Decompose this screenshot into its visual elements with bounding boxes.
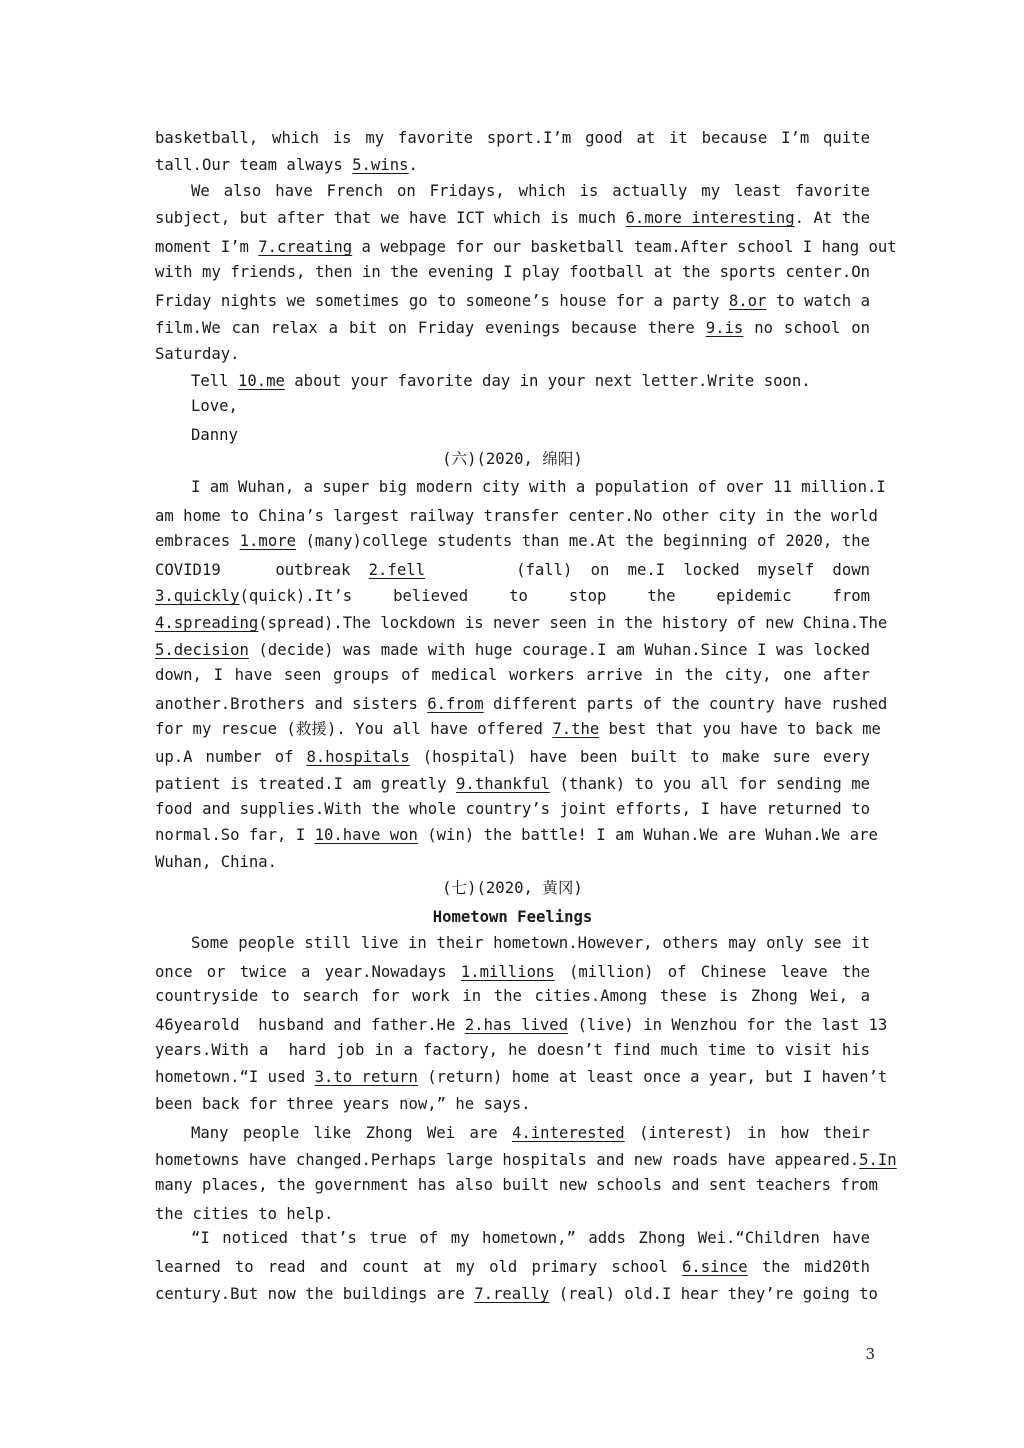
- section-title: [155, 907, 870, 927]
- text-segment: (real) old.I hear they’re going to: [549, 1285, 878, 1303]
- text-segment: embraces: [155, 532, 240, 550]
- text-segment: (thank) to you all for sending me: [549, 775, 870, 793]
- text-line: [155, 852, 870, 872]
- answer-blank: 10.have won: [314, 826, 418, 844]
- text-line: [155, 694, 888, 714]
- text-segment: I am Wuhan, a super big modern city with a population of over 11 million.I: [191, 478, 886, 496]
- text-segment: many places, the government has also built new schools and sent teachers from: [155, 1176, 878, 1194]
- text-segment: a webpage for our basketball team.After school I hang out: [352, 238, 897, 256]
- page-number: 3: [865, 1345, 875, 1363]
- text-segment: film.We can relax a bit on Friday evenings because there: [155, 319, 706, 337]
- text-segment: Many people like Zhong Wei are: [191, 1124, 513, 1142]
- answer-blank: 7.creating: [258, 238, 353, 256]
- answer-blank: 5.wins: [352, 156, 409, 174]
- text-line: [155, 719, 881, 739]
- text-line: [191, 181, 870, 201]
- text-line: [155, 774, 870, 794]
- text-line: [155, 1015, 888, 1035]
- text-line: [155, 1204, 870, 1224]
- text-line: [155, 1175, 878, 1195]
- text-line: [155, 613, 888, 633]
- text-line: [155, 665, 870, 685]
- text-line: [155, 1040, 870, 1060]
- answer-blank: 8.hospitals: [306, 748, 410, 766]
- text-segment: .: [408, 156, 418, 174]
- answer-blank: 5.decision: [155, 641, 249, 659]
- text-segment: (fall) on me.I locked myself down: [425, 561, 870, 579]
- answer-blank: 10.me: [237, 372, 285, 390]
- text-segment: another.Brothers and sisters: [155, 695, 428, 713]
- section-heading: [155, 449, 870, 469]
- text-segment: about your favorite day in your next letter.Write soon.: [284, 372, 811, 390]
- answer-blank: 8.or: [728, 292, 767, 310]
- answer-blank: 6.since: [681, 1258, 748, 1276]
- text-segment: (live) in Wenzhou for the last 13: [568, 1016, 888, 1034]
- text-segment: once or twice a year.Nowadays: [155, 963, 461, 981]
- answer-blank: 6.from: [427, 695, 484, 713]
- answer-blank: 1.more: [239, 532, 296, 550]
- answer-blank: 4.interested: [512, 1124, 625, 1142]
- text-segment: 46yearold husband and father.He: [155, 1016, 465, 1034]
- text-line: [155, 1150, 897, 1170]
- text-segment: different parts of the country have rushed: [483, 695, 888, 713]
- answer-blank: 2.fell: [368, 561, 426, 579]
- text-segment: no school on: [743, 319, 870, 337]
- text-line: [155, 560, 870, 580]
- text-segment: (七)(2020, 黄冈): [442, 879, 583, 897]
- text-line: [155, 1284, 878, 1304]
- text-line: [191, 396, 870, 416]
- text-line: [155, 531, 870, 551]
- text-line: [155, 128, 870, 148]
- text-segment: am home to China’s largest railway transfer center.No other city in the world: [155, 507, 878, 525]
- answer-blank: 3.quickly: [155, 587, 240, 605]
- text-line: [155, 1067, 888, 1087]
- text-segment: the mid20th: [747, 1258, 870, 1276]
- text-segment: tall.Our team always: [155, 156, 353, 174]
- text-line: [191, 477, 886, 497]
- answer-blank: 1.millions: [460, 963, 555, 981]
- text-segment: (decide) was made with huge courage.I am Wuhan.Since I was locked: [248, 641, 870, 659]
- answer-blank: 9.is: [705, 319, 744, 337]
- answer-blank: 3.to return: [314, 1068, 418, 1086]
- answer-blank: 4.spreading: [155, 614, 259, 632]
- text-segment: with my friends, then in the evening I play football at the sports center.On: [155, 263, 870, 281]
- text-segment: Hometown Feelings: [432, 908, 593, 926]
- text-segment: years.With a hard job in a factory, he doesn’t find much time to visit his: [155, 1041, 870, 1059]
- text-segment: Love,: [191, 397, 238, 415]
- text-segment: Saturday.: [155, 345, 240, 363]
- answer-blank: 7.really: [474, 1285, 550, 1303]
- answer-blank: 5.In: [859, 1151, 897, 1169]
- text-line: [155, 237, 897, 257]
- text-line: [191, 1228, 870, 1248]
- text-segment: been back for three years now,” he says.: [155, 1095, 531, 1113]
- text-segment: Tell: [191, 372, 238, 390]
- text-segment: basketball, which is my favorite sport.I’m good at it because I’m quite: [155, 129, 870, 147]
- text-segment: moment I’m: [155, 238, 259, 256]
- text-line: [191, 933, 870, 953]
- text-segment: the cities to help.: [155, 1205, 334, 1223]
- text-segment: hometowns have changed.Perhaps large hospitals and new roads have appeared.: [155, 1151, 860, 1169]
- text-segment: hometown.“I used: [155, 1068, 315, 1086]
- text-segment: (return) home at least once a year, but I haven’t: [417, 1068, 888, 1086]
- text-line: [155, 747, 870, 767]
- text-segment: (many)college students than me.At the beginning of 2020, the: [296, 532, 871, 550]
- text-line: [155, 1094, 870, 1114]
- answer-blank: 6.more interesting: [625, 209, 795, 227]
- text-segment: for my rescue (救援). You all have offered: [155, 720, 553, 738]
- text-line: [155, 962, 870, 982]
- text-segment: down, I have seen groups of medical workers arrive in the city, one after: [155, 666, 870, 684]
- text-line: [155, 799, 870, 819]
- answer-blank: 7.the: [552, 720, 600, 738]
- text-segment: (quick).It’s believed to stop the epidemic from: [239, 587, 870, 605]
- text-line: [155, 344, 870, 364]
- text-line: [155, 291, 870, 311]
- answer-blank: 2.has lived: [464, 1016, 569, 1034]
- text-line: [191, 371, 870, 391]
- text-segment: food and supplies.With the whole country’s joint efforts, I have returned to: [155, 800, 870, 818]
- text-segment: normal.So far, I: [155, 826, 315, 844]
- text-line: [191, 1123, 870, 1143]
- text-segment: Wuhan, China.: [155, 853, 278, 871]
- text-line: [155, 586, 870, 606]
- text-segment: (interest) in how their: [624, 1124, 870, 1142]
- text-line: [155, 640, 870, 660]
- text-segment: We also have French on Fridays, which is actually my least favorite: [191, 182, 870, 200]
- text-line: [155, 262, 870, 282]
- answer-blank: 9.thankful: [456, 775, 550, 793]
- text-line: [155, 1257, 870, 1277]
- text-segment: . At the: [794, 209, 870, 227]
- text-segment: (hospital) have been built to make sure every: [409, 748, 870, 766]
- text-segment: (million) of Chinese leave the: [554, 963, 870, 981]
- text-segment: Friday nights we sometimes go to someone’s house for a party: [155, 292, 729, 310]
- text-segment: Danny: [191, 426, 238, 444]
- text-line: [155, 318, 870, 338]
- text-segment: (六)(2020, 绵阳): [442, 450, 583, 468]
- text-segment: “I noticed that’s true of my hometown,” adds Zhong Wei.“Children have: [191, 1229, 870, 1247]
- text-segment: patient is treated.I am greatly: [155, 775, 457, 793]
- text-line: [155, 506, 878, 526]
- text-segment: subject, but after that we have ICT which is much: [155, 209, 626, 227]
- text-line: [155, 986, 870, 1006]
- text-segment: up.A number of: [155, 748, 307, 766]
- text-segment: (spread).The lockdown is never seen in the history of new China.The: [258, 614, 888, 632]
- text-segment: COVID19 outbreak: [155, 561, 369, 579]
- text-segment: century.But now the buildings are: [155, 1285, 475, 1303]
- text-segment: (win) the battle! I am Wuhan.We are Wuhan.We are: [417, 826, 878, 844]
- text-segment: Some people still live in their hometown.However, others may only see it: [191, 934, 870, 952]
- text-segment: to watch a: [766, 292, 870, 310]
- text-line: [155, 155, 870, 175]
- text-segment: best that you have to back me: [599, 720, 881, 738]
- text-line: [155, 208, 870, 228]
- section-heading: [155, 878, 870, 898]
- text-line: [155, 825, 878, 845]
- text-line: [191, 425, 870, 445]
- text-segment: learned to read and count at my old primary school: [155, 1258, 682, 1276]
- text-segment: countryside to search for work in the cities.Among these is Zhong Wei, a: [155, 987, 870, 1005]
